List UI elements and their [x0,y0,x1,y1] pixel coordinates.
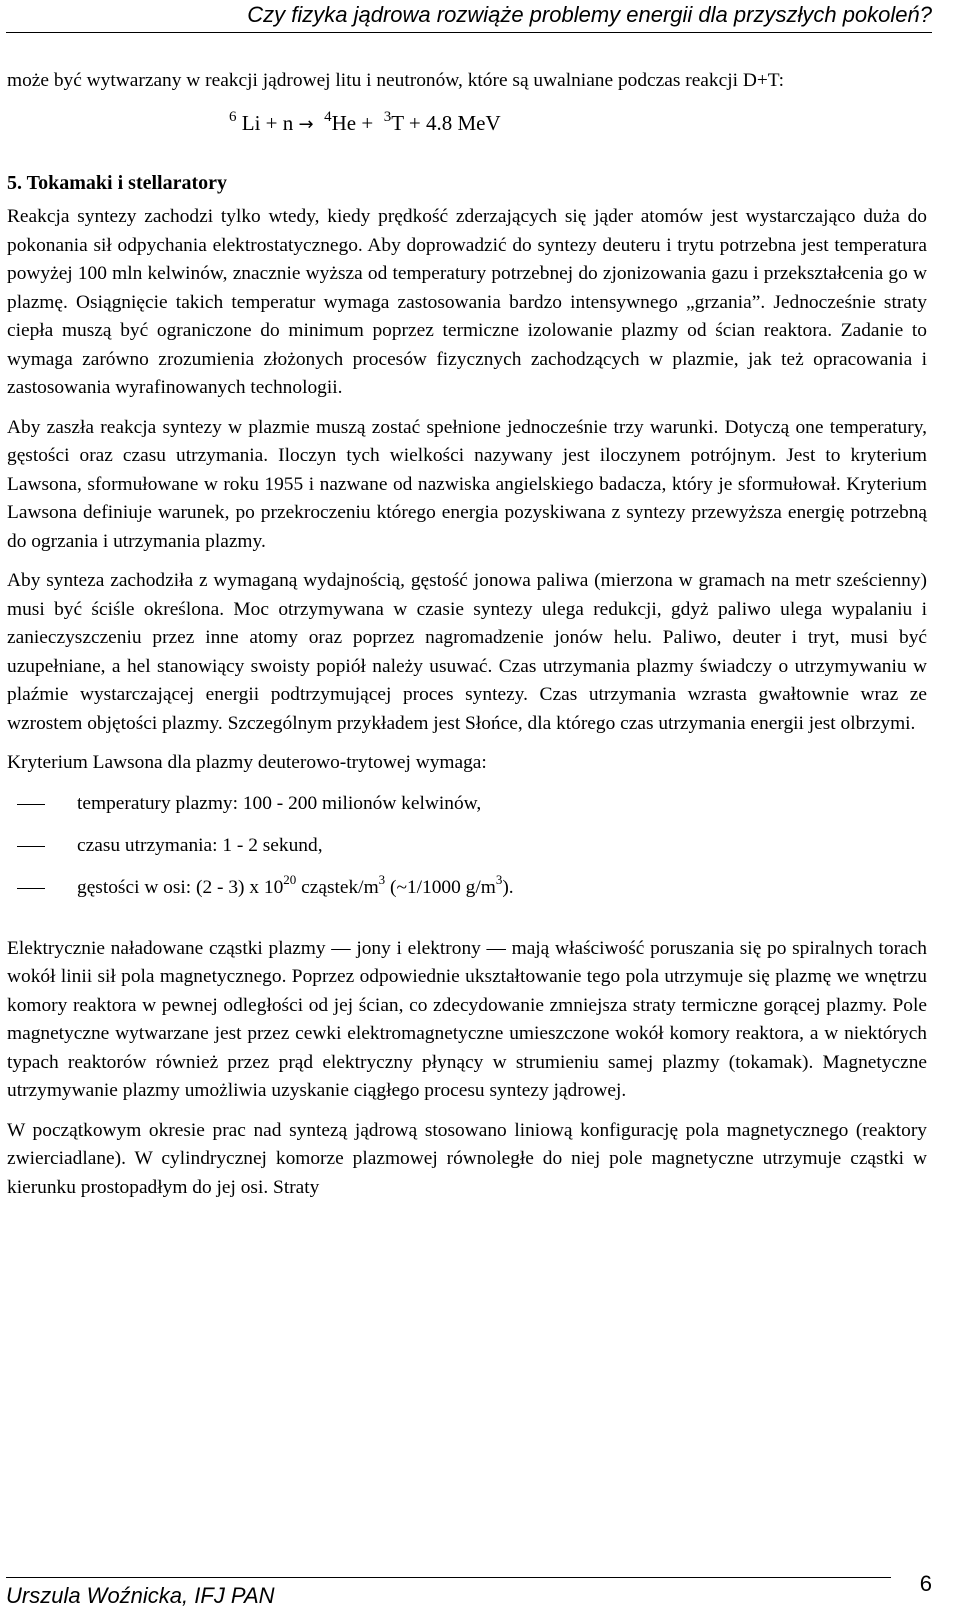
dash-bullet-icon [17,888,45,889]
list-item-text: ). [502,876,514,898]
paragraph: Aby synteza zachodziła z wymaganą wydajnością, gęstość jonowa paliwa (mierzona w gramach na metr sześcienny) musi być ściśle określona. Moc otrzymywana w czasie syntezy ulega redukcji, gdyż paliwo ulega wypalaniu i zanieczyszczeniu przez inne atomy oraz poprzez nagromadzenie jonów helu. Paliwo, deuter i tryt, musi być uzupełniane, a hel stanowiący swoisty popiół należy usuwać. Czas utrzymania plazmy świadczy o utrzymywaniu w plaźmie wystarczającej energii podtrzymującej proces syntezy. Czas utrzymania wzrasta gwałtownie wraz ze wzrostem objętości plazmy. Szczególnym przykładem jest Słońce, dla którego czas utrzymania energii jest olbrzymi. [7,570,927,734]
exponent: 3 [495,871,503,887]
list-item-text: czasu utrzymania: 1 - 2 sekund, [77,834,323,856]
lawson-criteria-list [7,790,927,902]
list-item [7,790,927,818]
header-rule [6,32,932,33]
plus-sign: + [265,110,278,135]
section-heading: 5. Tokamaki i stellaratory [7,171,228,194]
paragraph: Elektrycznie naładowane cząstki plazmy — jony i elektrony — mają właściwość poruszania się po spiralnych torach wokół linii sił pola magnetycznego. Poprzez odpowiednie ukształtowanie tego pola utrzymuje się plazmę we wnętrzu komory reaktora w pewnej odległości od jej ścian, co zdecydowanie zmniejsza straty termiczne gorącej plazmy. Pole magnetyczne wytwarzane jest przez cewki elektromagnetyczne umieszczone wokół komory reaktora, a w niektórych typach reaktorów również przez prąd elektryczny płynący w strumieniu samej plazmy (tokamak). Magnetyczne utrzymywanie plazmy umożliwia uzyskanie ciągłego procesu syntezy jądrowej. [7,937,927,1101]
list-item-text: temperatury plazmy: 100 - 200 milionów kelwinów, [77,792,482,814]
footer-rule [6,1577,891,1578]
he-symbol: He [331,110,357,135]
list-item-text: cząstek/m [296,876,379,898]
dash-bullet-icon [17,846,45,847]
li-symbol: Li [241,110,261,135]
list-item-text: gęstości w osi: (2 - 3) x 10 [77,876,284,898]
energy-value: 4.8 MeV [426,110,501,135]
paragraph: W początkowym okresie prac nad syntezą jądrową stosowano liniową konfigurację pola magnetycznego (reaktory zwierciadlane). W cylindrycznej komorze plazmowej równoległe do niej pole magnetyczne utrzymuje cząstki w kierunku prostopadłym do jej osi. Straty [7,1119,927,1198]
t-mass-number: 3 [383,108,392,125]
paragraph: Kryterium Lawsona dla plazmy deuterowo-trytowej wymaga: [7,752,487,773]
neutron-symbol: n [282,110,294,135]
footer-author: Urszula Woźnicka, IFJ PAN [6,1583,275,1608]
paragraph: Aby zaszła reakcja syntezy w plazmie muszą zostać spełnione jednocześnie trzy warunki. Dotyczą one temperatury, gęstości oraz czasu utrzymania. Iloczyn tych wielkości nazywany jest iloczynem potrójnym. Jest to kryterium Lawsona, sformułowane w roku 1955 i nazwane od nazwiska angielskiego badacza, który je sformułował. Kryterium Lawsona definiuje warunek, po przekroczeniu którego energia pozyskiwana z syntezy przewyższa energię potrzebną do ogrzania i utrzymania plazmy. [7,416,927,552]
document-body [7,67,927,1202]
t-symbol: T [391,110,404,135]
paragraph: Reakcja syntezy zachodzi tylko wtedy, kiedy prędkość zderzających się jąder atomów jest wystarczająco duża do pokonania sił odpychania elektrostatycznego. Aby doprowadzić do syntezy deuteru i trytu potrzebna jest temperatura powyżej 100 mln kelwinów, znacznie wyższa od temperatury potrzebnej do zjonizowania gazu i przekształcenia go w plazmę. Osiągnięcie takich temperatur wymaga zastosowania bardzo intensywnego „grzania”. Jednocześnie straty ciepła muszą być ograniczone do minimum poprzez termiczne izolowanie plazmy od ścian reaktora. Zadanie to wymaga zarówno zrozumienia złożonych procesów fizycznych zachodzących w plazmie, jak też opracowania i zastosowania wyrafinowanych technologii. [7,206,927,398]
page-number: 6 [919,1571,932,1596]
exponent: 20 [283,871,297,887]
intro-paragraph: może być wytwarzany w reakcji jądrowej litu i neutronów, które są uwalniane podczas reakcji D+T: [7,70,785,91]
he-mass-number: 4 [324,108,332,125]
dash-bullet-icon [17,804,45,805]
nuclear-reaction-equation [229,108,927,140]
plus-sign: + [408,110,421,135]
li-mass-number: 6 [229,108,237,125]
arrow-icon: → [298,113,314,135]
exponent: 3 [378,871,386,887]
list-item [7,832,927,860]
plus-sign: + [361,110,374,135]
list-item-text: (~1/1000 g/m [385,876,496,898]
list-item [7,871,927,902]
running-header: Czy fizyka jądrowa rozwiąże problemy energii dla przyszłych pokoleń? [247,2,932,27]
